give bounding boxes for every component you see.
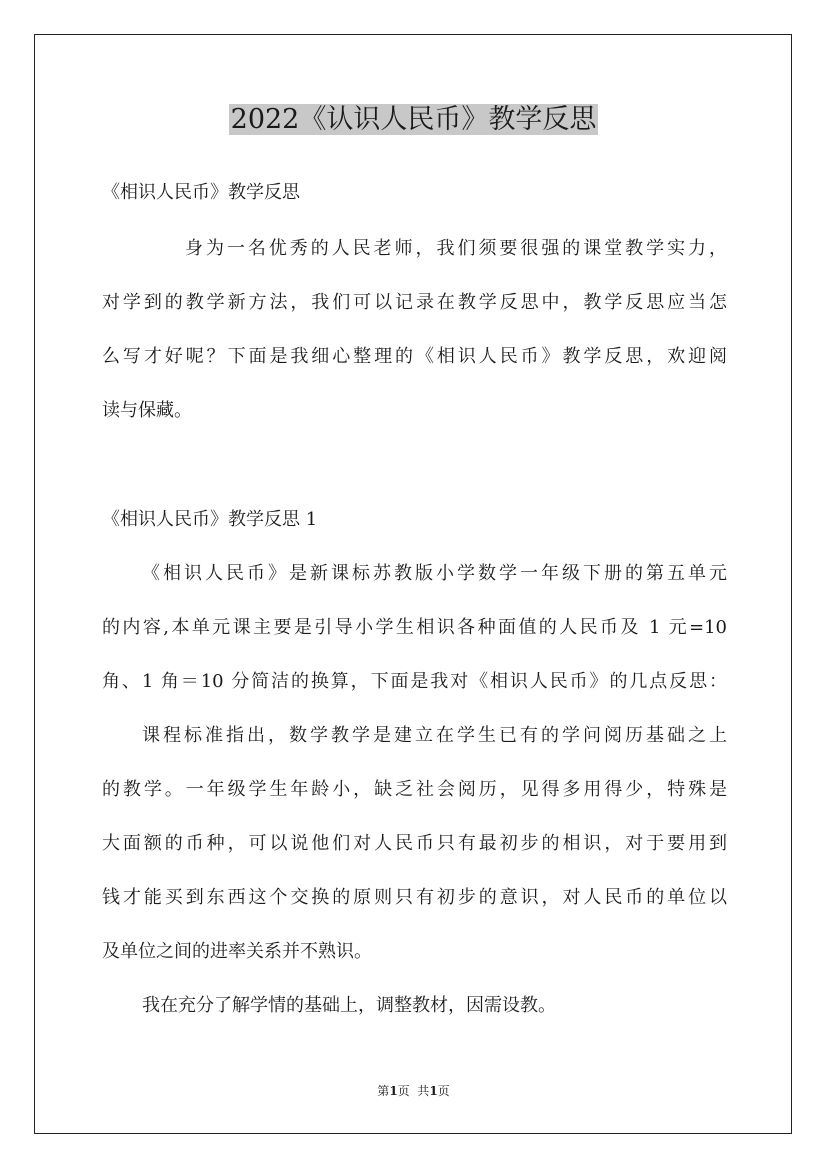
document-title-text: 2022《认识人民币》教学反思 xyxy=(230,104,597,135)
section-1-paragraph-2-line-1: 课程标准指出，数学教学是建立在学生已有的学问阅历基础之上 xyxy=(142,725,727,746)
footer-suffix: 页 xyxy=(437,1084,450,1098)
footer-prefix: 第 xyxy=(377,1084,390,1098)
section-1-paragraph-1-line-2: 的内容,本单元课主要是引导小学生相识各种面值的人民币及 1 元=10 xyxy=(102,617,727,638)
page-footer xyxy=(0,1083,827,1099)
section-1-paragraph-2-line-5: 及单位之间的进率关系并不熟识。 xyxy=(102,941,372,962)
footer-page-total: 1 xyxy=(429,1084,438,1098)
intro-line-4: 读与保藏。 xyxy=(102,400,192,421)
intro-line-3: 么写才好呢？下面是我细心整理的《相识人民币》教学反思，欢迎阅 xyxy=(102,346,727,367)
document-title xyxy=(0,102,827,138)
footer-page-number: 1 xyxy=(389,1084,398,1098)
section-1-paragraph-2-line-2: 的教学。一年级学生年龄小，缺乏社会阅历，见得多用得少，特殊是 xyxy=(102,779,727,800)
section-1-paragraph-2-line-3: 大面额的币种，可以说他们对人民币只有最初步的相识，对于要用到 xyxy=(102,833,727,854)
section-1-paragraph-1-line-3: 角、1 角＝10 分简洁的换算，下面是我对《相识人民币》的几点反思： xyxy=(102,671,727,692)
section-1-paragraph-2-line-4: 钱才能买到东西这个交换的原则只有初步的意识，对人民币的单位以 xyxy=(102,887,727,908)
section-1-paragraph-1-line-1: 《相识人民币》是新课标苏教版小学数学一年级下册的第五单元 xyxy=(142,563,727,584)
intro-line-1: 身为一名优秀的人民老师，我们须要很强的课堂教学实力， xyxy=(185,238,727,259)
footer-mid: 页 共 xyxy=(397,1084,430,1098)
section-1-paragraph-3-line-1: 我在充分了解学情的基础上，调整教材，因需设教。 xyxy=(142,995,556,1016)
intro-line-2: 对学到的教学新方法，我们可以记录在教学反思中，教学反思应当怎 xyxy=(102,292,727,313)
section-1-heading: 《相识人民币》教学反思 1 xyxy=(102,509,318,530)
document-subtitle: 《相识人民币》教学反思 xyxy=(102,182,300,203)
